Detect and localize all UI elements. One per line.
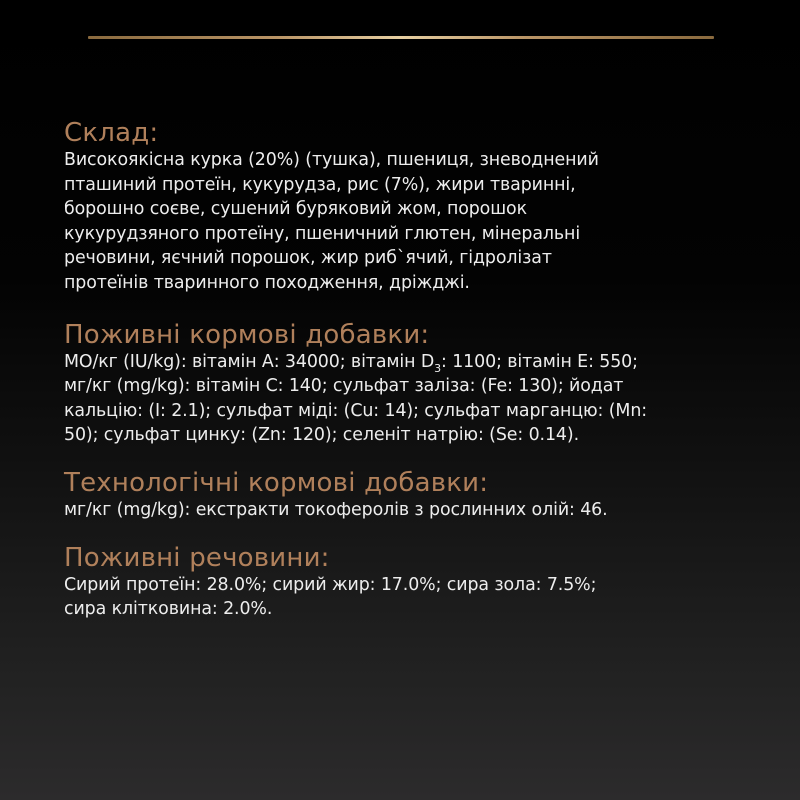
section-nutrients: [64, 543, 744, 622]
section-heading: Поживні кормові добавки:: [64, 319, 430, 350]
text-line: пташиний протеїн, кукурудза, рис (7%), жири тваринні,: [64, 174, 576, 195]
text-line: мг/кг (mg/kg): вітамін С: 140; сульфат заліза: (Fe: 130); йодат: [64, 376, 624, 397]
section-heading: Поживні речовини:: [64, 542, 330, 573]
section-heading: Склад:: [64, 118, 159, 148]
nutrients-text: [64, 573, 744, 622]
composition-text: [64, 148, 744, 296]
top-gold-divider: [88, 36, 714, 39]
text-line: 50); сульфат цинку: (Zn: 120); селеніт натрію: (Se: 0.14).: [64, 425, 580, 446]
technological-additives-text: [64, 498, 744, 523]
text-line: протеїнів тваринного походження, дріжджі.: [64, 272, 470, 293]
text-line: сира клітковина: 2.0%.: [64, 599, 273, 620]
text-line: борошно соєве, сушений буряковий жом, порошок: [64, 199, 527, 220]
text-fragment: МО/кг (IU/kg): вітамін А: 34000; вітамін D: [64, 351, 435, 372]
text-line: Сирий протеїн: 28.0%; сирий жир: 17.0%; сира зола: 7.5%;: [64, 574, 597, 595]
text-fragment: : 1100; вітамін Е: 550;: [441, 351, 638, 372]
text-line: мг/кг (mg/kg): екстракти токоферолів з рослинних олій: 46.: [64, 499, 608, 520]
section-technological-additives: [64, 468, 744, 523]
section-heading: Технологічні кормові добавки:: [64, 467, 489, 498]
subscript: 3: [434, 361, 442, 375]
text-line: речовини, яєчний порошок, жир риб`ячий, гідролізат: [64, 248, 552, 269]
ingredients-panel: [64, 118, 744, 622]
section-nutritional-additives: [64, 320, 744, 448]
text-line: [64, 350, 744, 375]
nutritional-additives-text: [64, 350, 744, 448]
text-line: кальцію: (I: 2.1); сульфат міді: (Cu: 14); сульфат марганцю: (Mn:: [64, 400, 647, 421]
text-line: кукурудзяного протеїну, пшеничний глютен, мінеральні: [64, 223, 581, 244]
section-composition: [64, 118, 744, 296]
text-line: Високоякісна курка (20%) (тушка), пшениця, зневоднений: [64, 150, 599, 170]
